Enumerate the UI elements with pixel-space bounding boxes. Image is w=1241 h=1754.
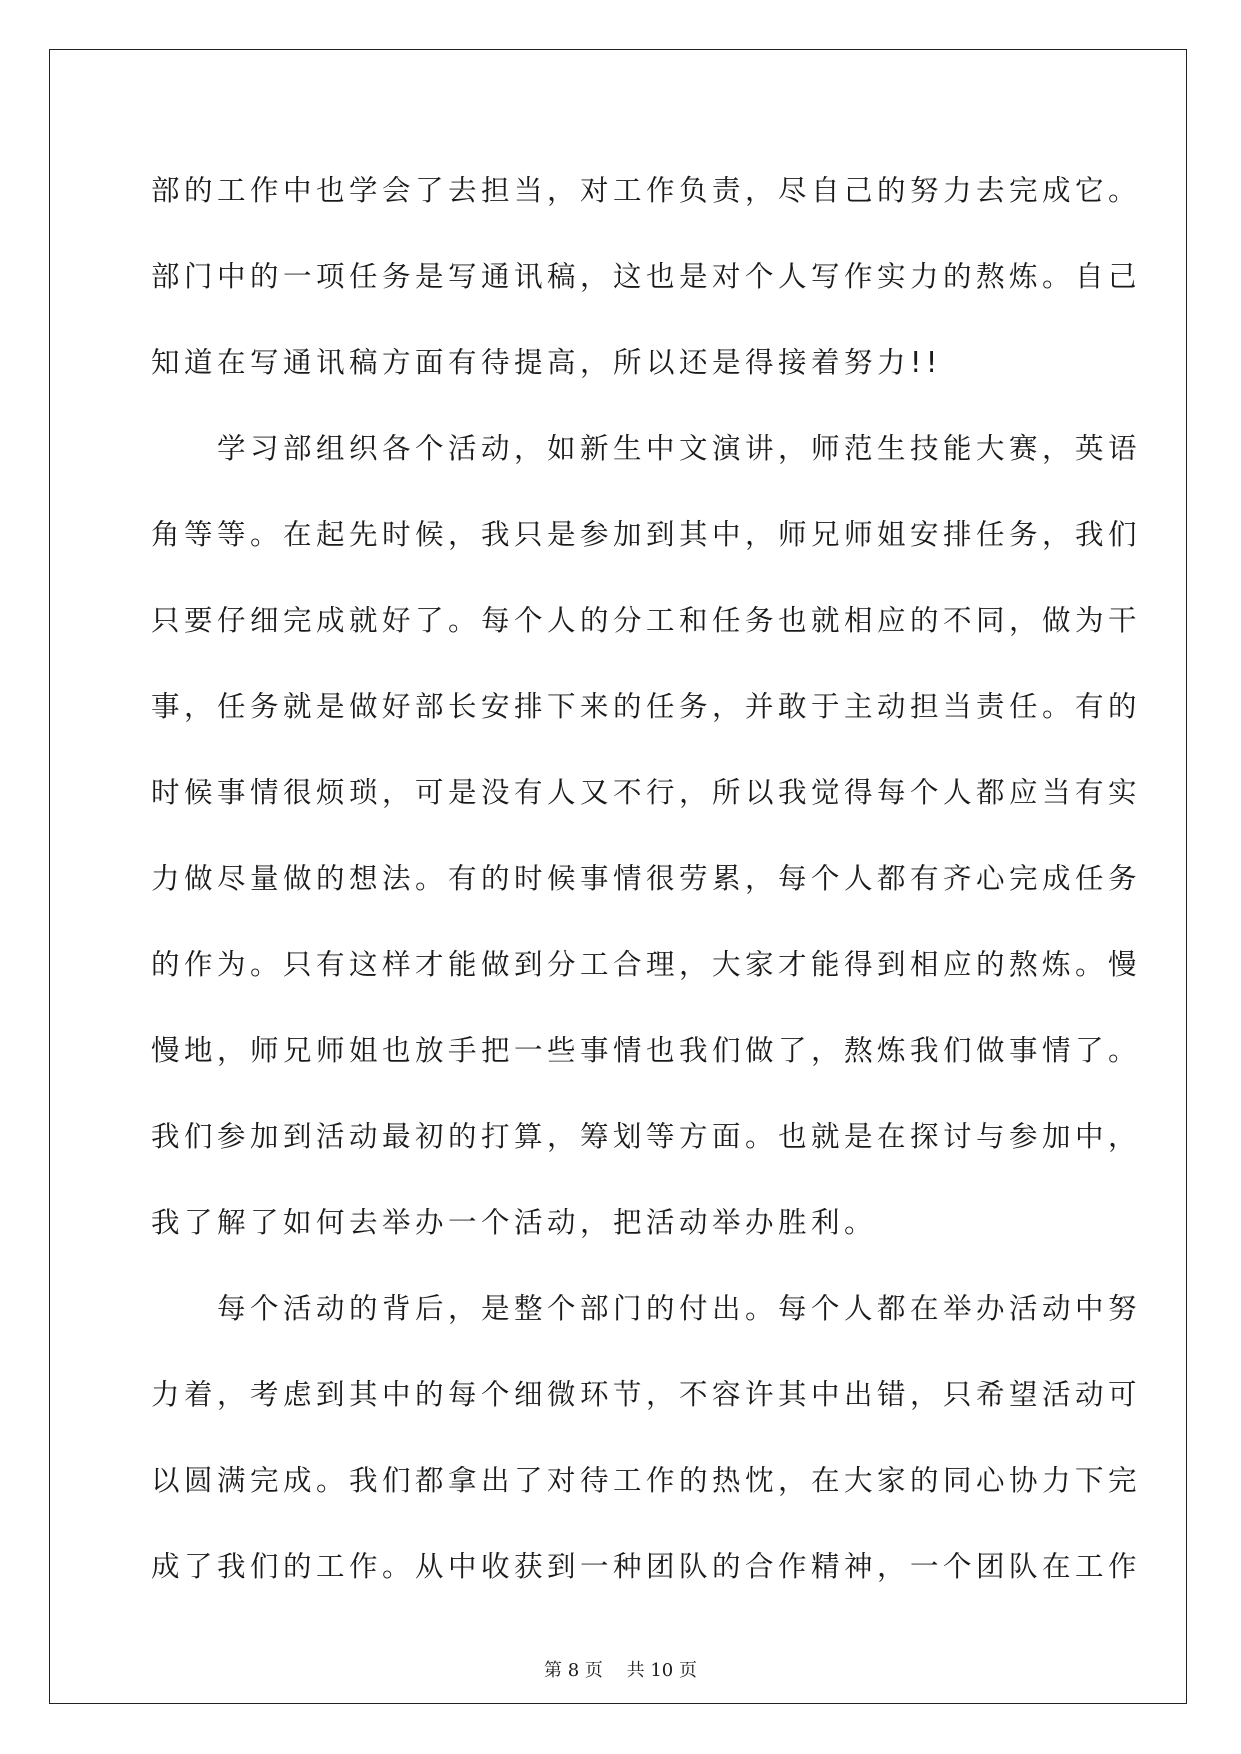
- text-line: 部的工作中也学会了去担当，对工作负责，尽自己的努力去完成它。: [151, 174, 1142, 207]
- text-line: 每个活动的背后，是整个部门的付出。每个人都在举办活动中努: [151, 1292, 1142, 1325]
- text-line: 只要仔细完成就好了。每个人的分工和任务也就相应的不同，做为干: [151, 604, 1142, 637]
- text-line: 学习部组织各个活动，如新生中文演讲，师范生技能大赛，英语: [151, 432, 1142, 465]
- text-line: 慢地，师兄师姐也放手把一些事情也我们做了，熬炼我们做事情了。: [151, 1034, 1142, 1067]
- text-line: 力着，考虑到其中的每个细微环节，不容许其中出错，只希望活动可: [151, 1378, 1142, 1411]
- text-line: 事，任务就是做好部长安排下来的任务，并敢于主动担当责任。有的: [151, 690, 1142, 723]
- text-line: 成了我们的工作。从中收获到一种团队的合作精神，一个团队在工作: [151, 1550, 1142, 1583]
- text-line: 部门中的一项任务是写通讯稿，这也是对个人写作实力的熬炼。自己: [151, 260, 1142, 293]
- text-line: 力做尽量做的想法。有的时候事情很劳累，每个人都有齐心完成任务: [151, 862, 1142, 895]
- text-line: 我们参加到活动最初的打算，筹划等方面。也就是在探讨与参加中，: [151, 1120, 1142, 1153]
- text-line: 我了解了如何去举办一个活动，把活动举办胜利。: [151, 1206, 878, 1239]
- text-line: 以圆满完成。我们都拿出了对待工作的热忱，在大家的同心协力下完: [151, 1464, 1142, 1497]
- text-line: 时候事情很烦琐，可是没有人又不行，所以我觉得每个人都应当有实: [151, 776, 1142, 809]
- page-number-footer: 第 8 页 共 10 页: [544, 1660, 697, 1681]
- text-line: 知道在写通讯稿方面有待提高，所以还是得接着努力!!: [151, 346, 942, 379]
- text-line: 角等等。在起先时候，我只是参加到其中，师兄师姐安排任务，我们: [151, 518, 1142, 551]
- text-line: 的作为。只有这样才能做到分工合理，大家才能得到相应的熬炼。慢: [151, 948, 1142, 981]
